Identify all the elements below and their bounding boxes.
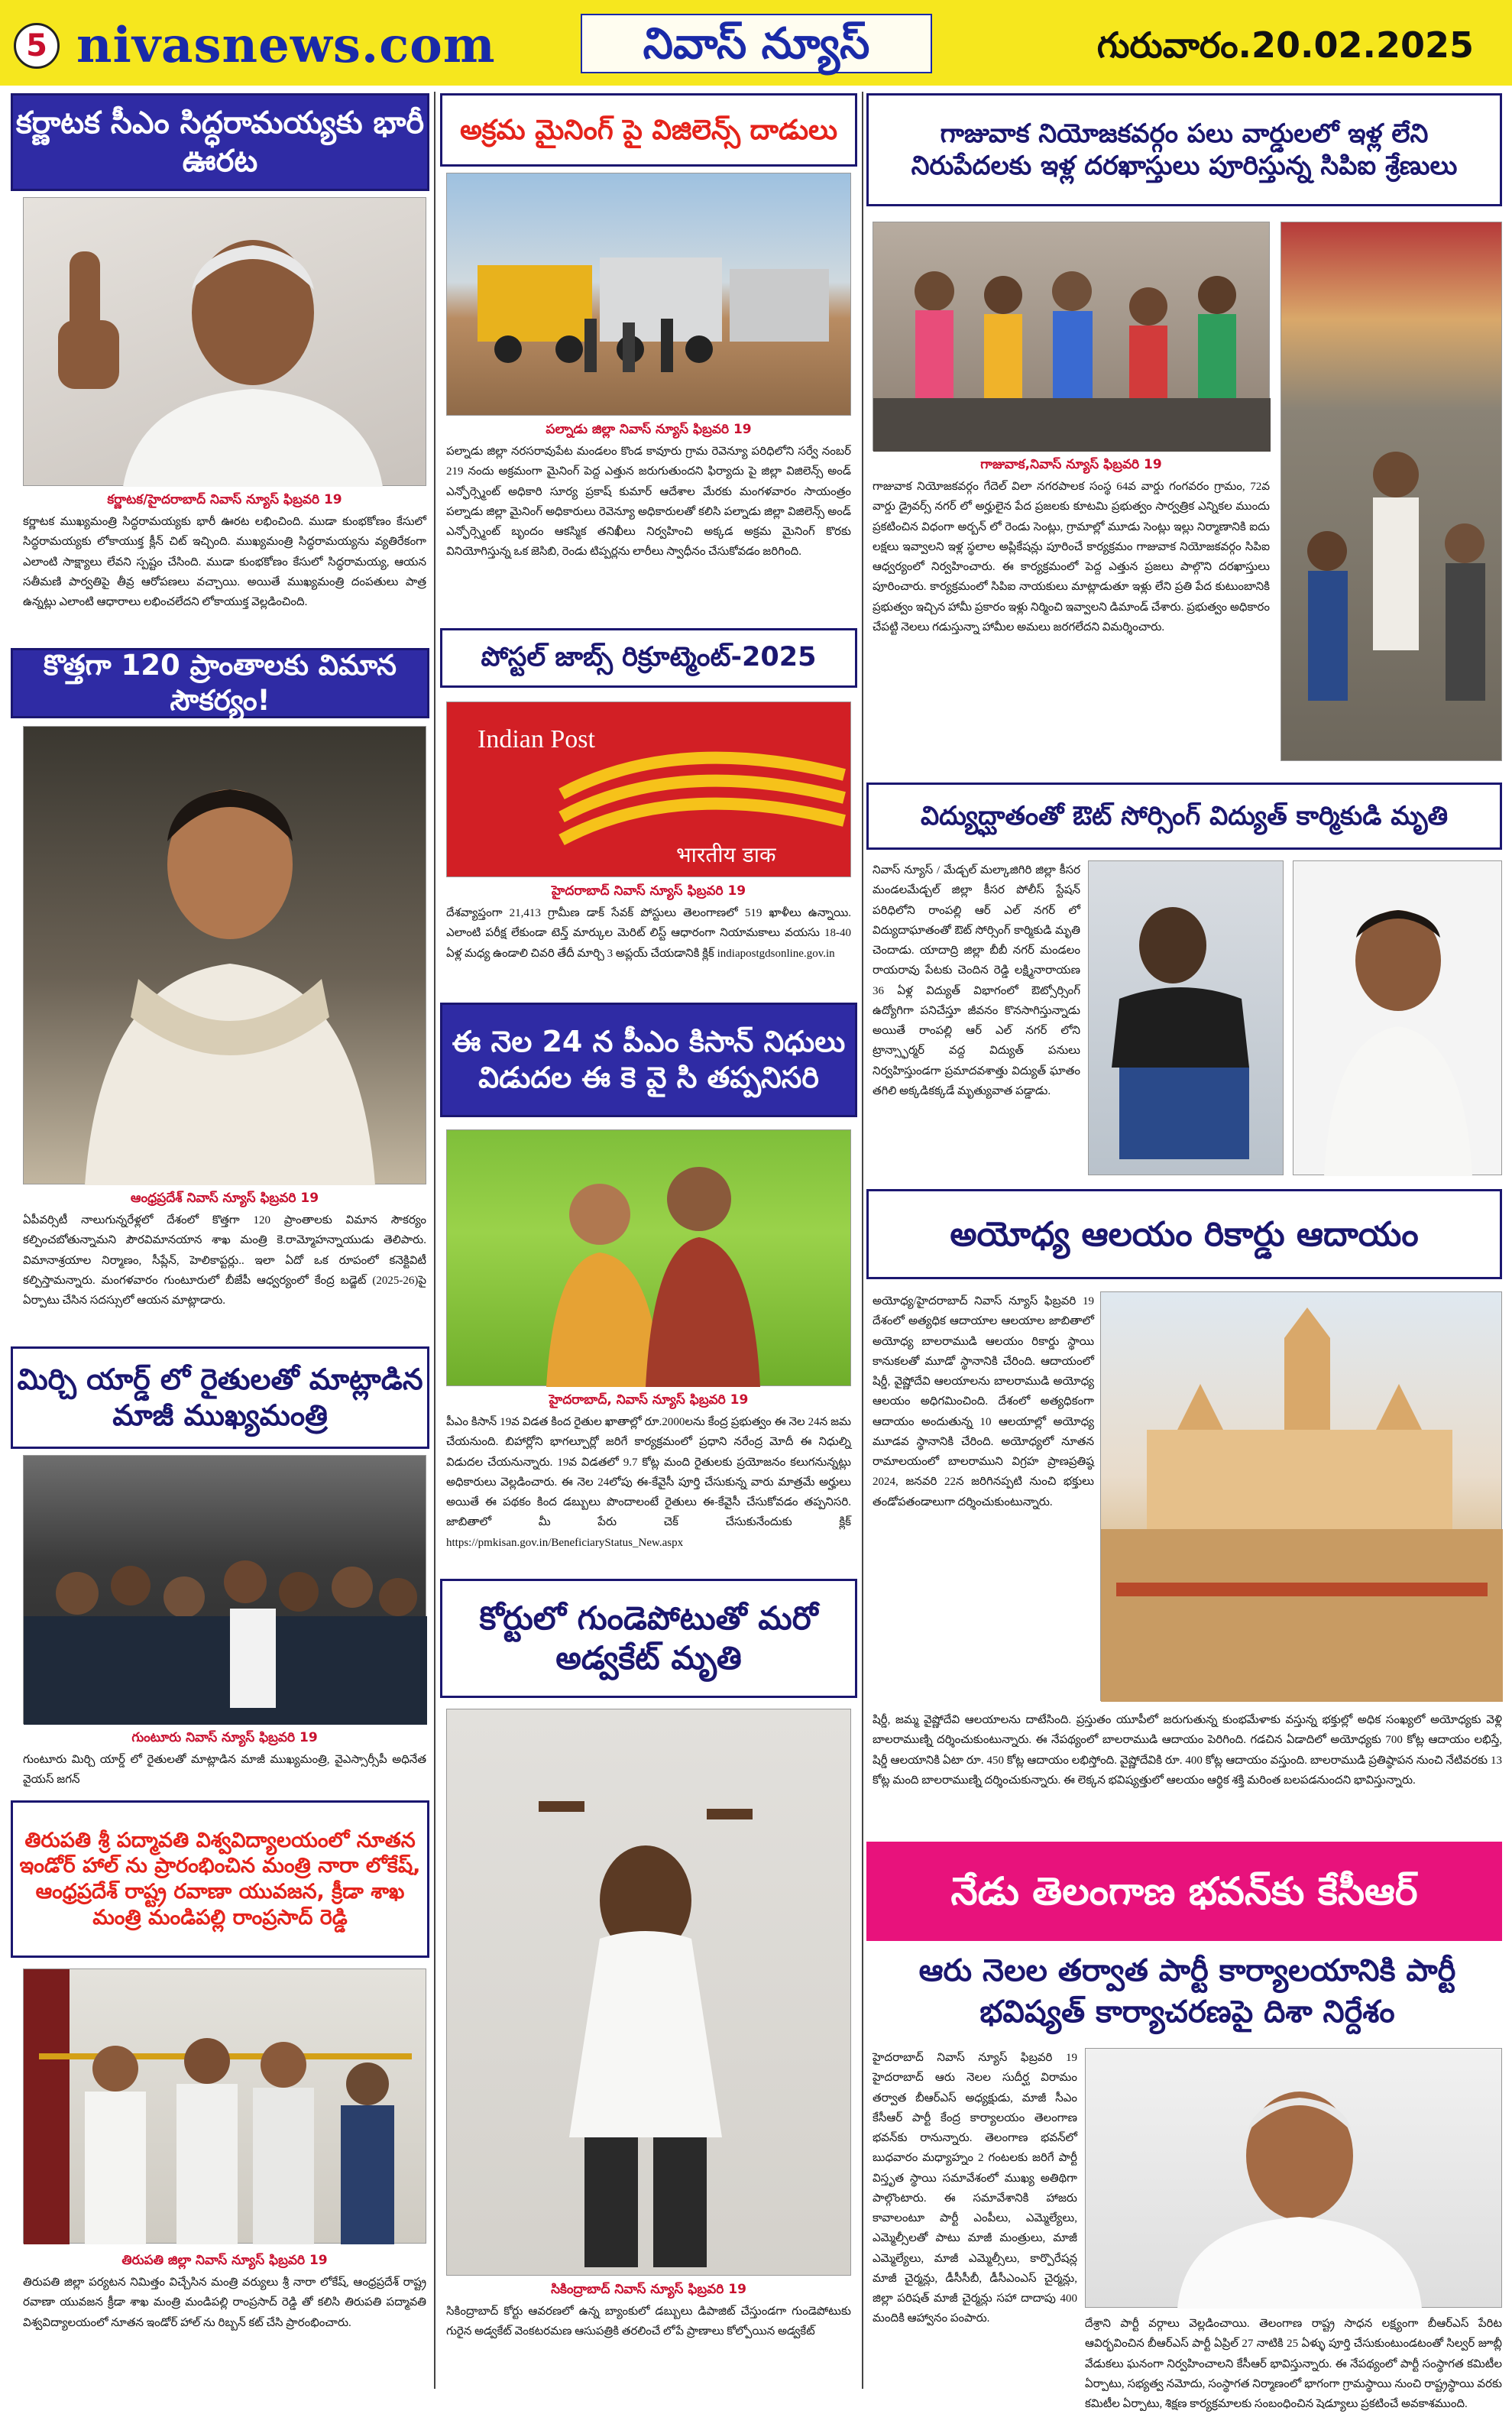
headline-kcr: నేడు తెలంగాణ భవన్‌కు కేసీఆర్: [866, 1842, 1502, 1941]
issue-date: గురువారం.20.02.2025: [1096, 24, 1474, 66]
caption-mining: పల్నాడు జిల్లా నివాస్ న్యూస్ ఫిబ్రవరి 19: [546, 422, 752, 437]
body-kisan: పీఎం కిసాన్ 19వ విడత కింద రైతుల ఖాతాల్లో రూ.2000లను కేంద్ర ప్రభుత్వం ఈ నెల 24న జమ చేయనుంది. బిహార్లోని భాగల్పూర్లో జరిగే కార్యక్రమంలో ప్రధాని నరేంద్ర మోదీ ఈ నిధుల్ని విడుదల చేయనున్నారు. 19వ విడతలో 9.7 కోట్ల మంది రైతులకు ప్రయోజనం కలుగనున్నట్లు అధికారులు వెల్లడించారు. ఈ నెల 24లోపు ఈ-కేవైసీ పూర్తి చేసుకున్న వారు మాత్రమే అర్హులు అయితే ఈ పథకం కింద డబ్బులు పొందాలంటే రైతులు ఈ-కేవైసీ చేసుకోవడం తప్పనిసరి. జాబితాలో మీ పేరు చెక్ చేసుకునేందుకు క్లిక్ https://pmkisan.gov.in/BeneficiaryStatus_New.aspx: [446, 1416, 851, 1549]
headline-postal: పోస్టల్ జాబ్స్ రిక్రూట్మెంట్-2025: [440, 628, 857, 688]
caption-mirchi: గుంటూరు నివాస్ న్యూస్ ఫిబ్రవరి 19: [131, 1730, 318, 1745]
headline-mining: అక్రమ మైనింగ్ పై విజిలెన్స్ దాడులు: [440, 93, 857, 167]
tirupati-photo: [23, 1968, 426, 2244]
caption-airports: ఆంధ్రప్రదేశ్ నివాస్ న్యూస్ ఫిబ్రవరి 19: [130, 1191, 319, 1206]
caption-advocate: సికింద్రాబాద్ నివాస్ న్యూస్ ఫిబ్రవరి 19: [551, 2282, 746, 2297]
body-gajuwaka: గాజువాక నియోజకవర్గం గేదెల్ విలా నగరపాలక సంస్థ 64వ వార్డు గంగవరం గ్రామం, 72వ వార్డు డ్రైవర్స్ నగర్ లో అర్హులైన పేద ప్రజలకు కూటమి ప్రభుత్వం సార్వత్రిక ఎన్నికల ముందు ప్రకటించిన విధంగా అర్బన్ లో రెండు సెంట్లు, గ్రామాల్లో మూడు సెంట్లు ఇల్లు నిర్మాణానికి ఐదు లక్షలు ఇవ్వాలని ఇళ్ల స్థలాల అప్లికేషన్లు పూరించే కార్యక్రమం గాజువాక నియోజకవర్గం సిపిఐ ఆధ్వర్యంలో నిర్వహించారు. ఈ కార్యక్రమంలో పెద్ద ఎత్తున ప్రజలు పాల్గొని దరఖాస్తులు పూరించారు. కార్యక్రమంలో సిపిఐ నాయకులు మాట్లాడుతూ ఇళ్లు లేని ప్రతి పేద కుటుంబానికి ప్రభుత్వం ఇచ్చిన హామీ ప్రకారం ఇళ్లు నిర్మించి ఇవ్వాలని డిమాండ్ చేశారు. ప్రభుత్వం అధికారం చేపట్టి నెలలు గడుస్తున్నా హామీల అమలు జరగలేదని విమర్శించారు.: [873, 481, 1270, 633]
column-divider: [862, 92, 863, 2389]
mirchi-yard-photo: [23, 1455, 426, 1724]
ayodhya-temple-photo: [1100, 1291, 1502, 1701]
body-siddaramaiah: కర్ణాటక ముఖ్యమంత్రి సిద్ధరామయ్యకు భారీ ఊరట లభించింది. ముడా కుంభకోణం కేసులో సిద్ధరామయ్యకు లోకాయుక్త క్లీన్ చిట్ ఇచ్చింది. ముఖ్యమంత్రి సిద్ధరామయ్యను వ్యతిరేకంగా ఎలాంటి సాక్ష్యాలు లేవని స్పష్టం చేసింది. ముడా కుంభకోణం కేసులో సిద్ధరామయ్య, ఆయన సతీమణి పార్వతిపై తీవ్ర ఆరోపణలు వచ్చాయి. అయితే ముఖ్యమంత్రి దంపతులు పాత్ర ఉన్నట్లు ఎలాంటి ఆధారాలు లభించలేదని లోకాయుక్త వెల్లడించింది.: [23, 516, 426, 608]
headline-advocate: కోర్టులో గుండెపోటుతో మరో అడ్వకేట్ మృతి: [440, 1579, 857, 1698]
india-post-text: Indian Post: [478, 725, 595, 753]
column-divider: [434, 92, 435, 2389]
electrocution-photo-portrait: [1293, 860, 1502, 1175]
headline-tirupati: తిరుపతి శ్రీ పద్మావతి విశ్వవిద్యాలయంలో నూతన ఇండోర్ హాల్ ను ప్రారంభించిన మంత్రి నారా లోకేష్, ఆంధ్రప్రదేశ్ రాష్ట్ర రవాణా యువజన, క్రీడా శాఖ మంత్రి మండిపల్లి రాంప్రసాద్ రెడ్డి: [11, 1800, 429, 1958]
caption-kisan: హైదరాబాద్, నివాస్ న్యూస్ ఫిబ్రవరి 19: [549, 1392, 749, 1408]
body-advocate: సికింద్రాబాద్ కోర్టు ఆవరణలో ఉన్న బ్యాంకులో డబ్బులు డిపాజిట్ చేస్తుండగా గుండెపోటుకు గురైన అడ్వకేట్ వెంకటరమణ ఆసుపత్రికి తరలించే లోపే ప్రాణాలు కోల్పోయిన అడ్వకేట్: [446, 2305, 851, 2338]
body-mirchi: గుంటూరు మిర్చి యార్డ్ లో రైతులతో మాట్లాడిన మాజీ ముఖ్యమంత్రి, వైఎస్సార్సీపీ అధినేత వైయస్ జగన్: [23, 1754, 426, 1787]
caption-postal: హైదరాబాద్ నివాస్ న్యూస్ ఫిబ్రవరి 19: [551, 883, 746, 899]
body-ayodhya-continued: షిర్డీ, జమ్మ వైష్ణోదేవి ఆలయాలను దాటేసింది. ప్రస్తుతం యూపీలో జరుగుతున్న కుంభమేళాకు వస్తున్న భక్తుల్లో అధిక సంఖ్యలో అయోధ్యకు వెళ్లి బాలరాముణ్ని దర్శించుకుంటున్నారు. ఈ నేపథ్యంలో బాలరాముడి ఆదాయం పెరిగింది. గడచిన ఏడాదిలో అయోధ్యకు 700 కోట్ల ఆదాయం లభిస్తే, షిర్డీ ఆలయానికి ఏటా రూ. 450 కోట్ల ఆదాయం లభిస్తోంది. వైష్ణోదేవికి రూ. 400 కోట్ల ఆదాయం వస్తుంది. బాలరాముడి ప్రతిష్ఠాపన నుంచి నేటివరకు 13 కోట్ల మంది బాలరాముణ్ని దర్శించుకున్నారు. ఈ లెక్కన భవిష్యత్తులో ఆలయం ఆర్థిక శక్తి మరింత బలపడనుందని భావిస్తున్నారు.: [873, 1714, 1502, 1787]
electrocution-photo-hospital: [1088, 860, 1284, 1175]
caption-tirupati: తిరుపతి జిల్లా నివాస్ న్యూస్ ఫిబ్రవరి 19: [121, 2253, 328, 2268]
caption-gajuwaka: గాజువాక,నివాస్ న్యూస్ ఫిబ్రవరి 19: [980, 457, 1162, 472]
caption-siddaramaiah: కర్ణాటక/హైదరాబాద్ నివాస్ న్యూస్ ఫిబ్రవరి 19: [107, 492, 342, 507]
headline-mirchi: మిర్చి యార్డ్ లో రైతులతో మాట్లాడిన మాజీ ముఖ్యమంత్రి: [11, 1346, 429, 1449]
headline-siddaramaiah: కర్ణాటక సీఎం సిద్ధరామయ్యకు భారీ ఊరట: [11, 93, 429, 191]
pm-kisan-photo: [446, 1129, 851, 1386]
body-tirupati: తిరుపతి జిల్లా పర్యటన నిమిత్తం విచ్చేసిన మంత్రి వర్యులు శ్రీ నారా లోకేష్, ఆంధ్రప్రదేశ్ రాష్ట్ర రవాణా యువజన క్రీడా శాఖ మంత్రి మండిపల్లి రాంప్రసాద్ రెడ్డి తో కలిసి తిరుపతి పద్మావతి విశ్వవిద్యాలయంలో నూతన ఇండోర్ హాల్ ను రిబ్బన్ కట్ చేసి ప్రారంభించారు.: [23, 2276, 426, 2329]
headline-ayodhya: అయోధ్య ఆలయం రికార్డు ఆదాయం: [866, 1189, 1502, 1279]
mining-photo: [446, 173, 851, 416]
paper-logo: నివాస్ న్యూస్: [581, 14, 932, 73]
gajuwaka-photo-1: [873, 222, 1270, 451]
india-post-logo: [446, 702, 851, 877]
body-mining: పల్నాడు జిల్లా నరసరావుపేట మండలం కొండ కావూరు గ్రామ రెవెన్యూ పరిధిలోని సర్వే నంబర్ 219 నందు అక్రమంగా మైనింగ్ పెద్ద ఎత్తున జరుగుతుందని ఫిర్యాదు పై జిల్లా విజిలెన్స్ అండ్ ఎన్ఫోర్స్మెంట్ అధికారి సూర్య ప్రకాష్ కుమార్ ఆదేశాల మేరకు మంగళవారం సాయంత్రం పల్నాడు జిల్లా మైనింగ్ అధికారులు రెవెన్యూ అధికారులతో కలిసి పల్నాడు జిల్లా విజిలెన్స్ అండ్ ఎన్ఫోర్స్మెంట్ బృందం ఆకస్మిక తనిఖీలు నిర్వహించి అక్కడ అక్రమ మైనింగ్ కొరకు వినియోగిస్తున్న ఒక జెసిబి, రెండు టిప్పర్లను లారీలు స్వాధీనం చేసుకోవడం జరిగింది.: [446, 446, 851, 559]
body-kcr-continued: దేశ్రాని పార్టీ వర్గాలు వెల్లడించాయి. తెలంగాణ రాష్ట్ర సాధన లక్ష్యంగా బీఆర్ఎస్ పేరిట ఆవిర్భవించిన బీఆర్ఎస్ పార్టీ ఏప్రిల్ 27 నాటికి 25 ఏళ్ళు పూర్తి చేసుకుంటుండటంతో సిల్వర్ జూబ్లీ వేడుకలు ఘనంగా నిర్వహించాలని కేసీఆర్ భావిస్తున్నారు. ఈ నేపథ్యంలో పార్టీ సంస్థాగత కమిటీల ఏర్పాటు, సభ్యత్వ నమోదు, సంస్థాగత నిర్మాణంలో భాగంగా గ్రామస్థాయి నుంచి రాష్ట్రస్థాయి వరకు కమిటీల ఏర్పాటు, శిక్షణ కార్యక్రమాలకు సంబంధించిన షెడ్యూలు ప్రకటించే అవకాశముంది.: [1085, 2318, 1502, 2410]
siddaramaiah-photo: [23, 197, 426, 486]
gajuwaka-photo-2: [1281, 222, 1502, 761]
body-postal: దేశవ్యాప్తంగా 21,413 గ్రామీణ డాక్ సేవక్ పోస్టులు తెలంగాణలో 519 ఖాళీలు ఉన్నాయి. ఎలాంటి పరీక్ష లేకుండా టెన్త్ మార్కుల మెరిట్ లిస్ట్ ఆధారంగా నియామకాలు వయసు 18-40 ఏళ్ల మధ్య ఉండాలి చివరి తేదీ మార్చి 3 అప్లయ్ చేయడానికి క్లిక్ indiapostgdsonline.gov.in: [446, 907, 851, 960]
headline-kisan: ఈ నెల 24 న పీఎం కిసాన్ నిధులు విడుదల ఈ కె వై సి తప్పనిసరి: [440, 1003, 857, 1117]
site-name[interactable]: nivasnews.com: [76, 17, 496, 74]
body-airports: ఏపీవర్సిటీ నాలుగున్నరేళ్లలో దేశంలో కొత్తగా 120 ప్రాంతాలకు విమాన సౌకర్యం కల్పించబోతున్నామని పౌరవిమానయాన శాఖ మంత్రి కె.రామ్మోహన్నాయుడు తెలిపారు. విమానాశ్రయాల నిర్మాణం, సీప్లేన్, హెలికాప్టర్లు.. ఇలా ఏదో ఒక రూపంలో కనెక్టివిటీ కల్పిస్తామన్నారు. మంగళవారం గుంటూరులో బీజేపీ ఆధ్వర్యంలో కేంద్ర బడ్జెట్ (2025-26)పై ఏర్పాటు చేసిన సదస్సులో ఆయన మాట్లాడారు.: [23, 1214, 426, 1307]
headline-airports: కొత్తగా 120 ప్రాంతాలకు విమాన సౌకర్యం!: [11, 648, 429, 718]
headline-electrocution: విద్యుద్ఘాతంతో ఔట్ సోర్సింగ్ విద్యుత్ కార్మికుడి మృతి: [866, 783, 1502, 850]
kcr-photo: [1085, 2048, 1502, 2308]
body-kcr: హైదరాబాద్ నివాస్ న్యూస్ ఫిబ్రవరి 19 హైదరాబాద్ ఆరు నెలల సుదీర్ఘ విరామం తర్వాత బీఆర్ఎస్ అధ్యక్షుడు, మాజీ సీఎం కేసీఆర్ పార్టీ కేంద్ర కార్యాలయం తెలంగాణ భవన్‌కు రానున్నారు. తెలంగాణ భవన్‌లో బుధవారం మధ్యాహ్నం 2 గంటలకు జరిగే పార్టీ విస్తృత స్థాయి సమావేశంలో ముఖ్య అతిథిగా పాల్గొంటారు. ఈ సమావేశానికి హాజరు కావాలంటూ పార్టీ ఎంపీలు, ఎమ్మెల్యేలు, ఎమ్మెల్సీలతో పాటు మాజీ మంత్రులు, మాజీ ఎమ్మెల్యేలు, మాజీ ఎమ్మెల్సీలు, కార్పొరేషన్ల మాజీ చైర్మన్లు, డీసీసీబీ, డీసీఎంఎస్ చైర్మన్లు, జిల్లా పరిషత్ మాజీ చైర్మన్లు సహా దాదాపు 400 మందికి ఆహ్వానం పంపారు.: [873, 2052, 1077, 2325]
india-post-hindi: भारतीय डाक: [676, 842, 776, 867]
minister-photo: [23, 726, 426, 1184]
body-ayodhya: అయోధ్య/హైదరాబాద్ నివాస్ న్యూస్ ఫిబ్రవరి 19 దేశంలో అత్యధిక ఆదాయాల ఆలయాల జాబితాలో అయోధ్య బాలరాముడి ఆలయం రికార్డు స్థాయి కానుకలతో మూడో స్థానానికి చేరింది. ఆదాయంలో షిర్డీ, వైష్ణోదేవి ఆలయాలను బాలరాముడి అయోధ్య ఆలయం అధిగమించింది. దేశంలో అత్యధికంగా ఆదాయం అందుతున్న 10 ఆలయాల్లో అయోధ్య మూడవ స్థానానికి చేరింది. అయోధ్యలో నూతన రామాలయంలో బాలరాముని విగ్రహ ప్రాణప్రతిష్ఠ 2024, జనవరి 22న జరిగినప్పటి నుంచి భక్తులు తండోపతండాలుగా దర్శించుకుంటున్నారు.: [873, 1295, 1094, 1508]
headline-gajuwaka: గాజువాక నియోజకవర్గం పలు వార్డులలో ఇళ్ల లేని నిరుపేదలకు ఇళ్ల దరఖాస్తులు పూరిస్తున్న సిపిఐ శ్రేణులు: [866, 93, 1502, 206]
subhead-kcr: ఆరు నెలల తర్వాత పార్టీ కార్యాలయానికి పార్టీ భవిష్యత్ కార్యాచరణపై దిశా నిర్దేశం: [918, 1953, 1456, 2030]
masthead: [0, 0, 1512, 86]
body-electrocution: నివాస్ న్యూస్ / మేడ్చల్ మల్కాజిగిరి జిల్లా కీసర మండలమేడ్చల్ జిల్లా కీసర పోలీస్ స్టేషన్ పరిధిలోని రాంపల్లి ఆర్ ఎల్ నగర్ లో విద్యుదాఘాతంతో ఔట్ సోర్సింగ్ కార్మికుడి మృతి చెందాడు. యాదాద్రి జిల్లా బీబీ నగర్ మండలం రాయరావు పేటకు చెందిన రెడ్డి లక్ష్మినారాయణ 36 ఏళ్ల విద్యుత్ విభాగంలో ఔట్సోర్సింగ్ ఉద్యోగిగా పనిచేస్తూ జీవనం కొనసాగిస్తున్నాడు అయితే రాంపల్లి ఆర్ ఎల్ నగర్ లోని ట్రాన్స్ఫార్మర్ వద్ద విద్యుత్ పనులు నిర్వహిస్తుండగా ప్రమాదవశాత్తు విద్యుత్ ఘాతం తగిలి అక్కడికక్కడే మృత్యువాత పడ్డాడు.: [873, 864, 1080, 1097]
page-number: 5: [14, 23, 60, 69]
advocate-photo: [446, 1709, 851, 2276]
